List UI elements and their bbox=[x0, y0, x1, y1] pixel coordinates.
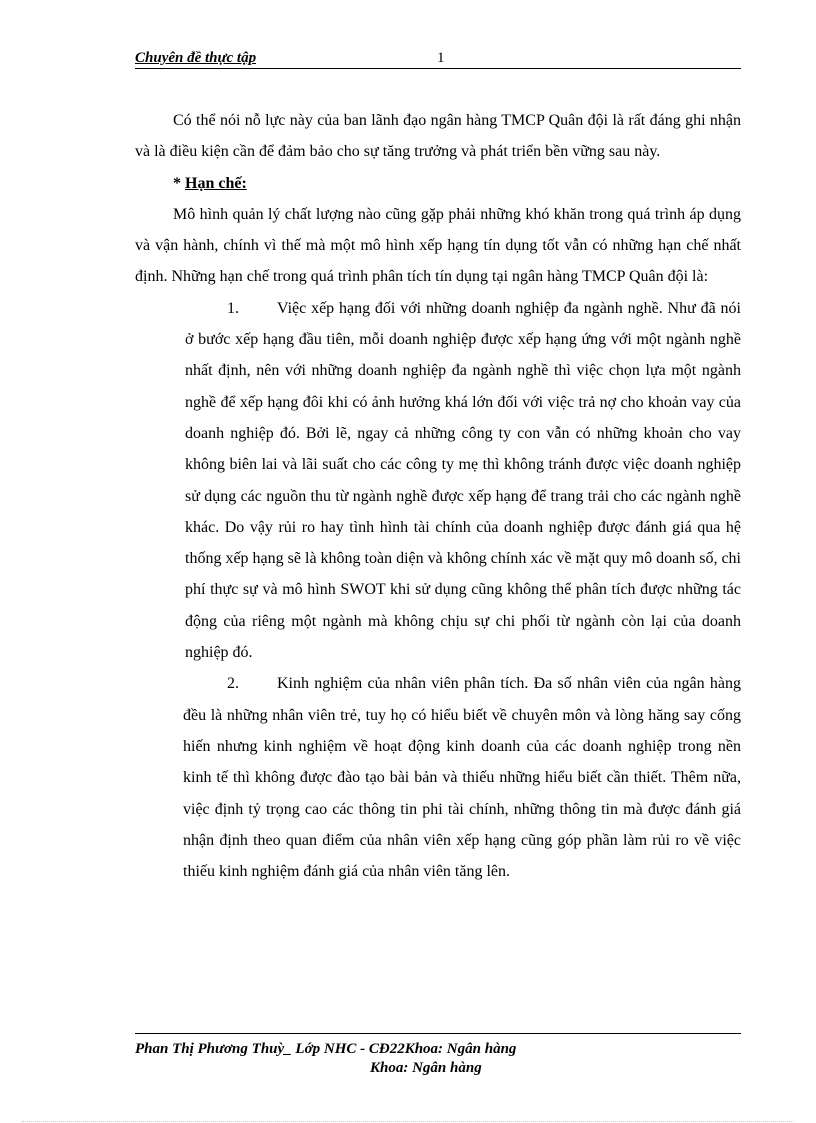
page-footer bbox=[135, 1040, 741, 1078]
list-item-2-text: Kinh nghiệm của nhân viên phân tích. Đa số nhân viên của ngân hàng đều là những nhân viên trẻ, tuy họ có hiểu biết về chuyên môn và lòng hăng say cống hiến nhưng kinh nghiệm về hoạt động kinh doanh của các doanh nghiệp trong nền kinh tế thì không được đào tạo bài bản và thiếu những hiểu biết cần thiết. Thêm nữa, việc định tỷ trọng cao các thông tin phi tài chính, những thông tin mà được đánh giá nhận định theo quan điểm của nhân viên xếp hạng cũng góp phần làm rủi ro về việc thiếu kinh nghiệm đánh giá của nhân viên tăng lên. bbox=[183, 675, 741, 881]
heading-text: Hạn chế: bbox=[185, 174, 247, 192]
list-item-1-number: 1. bbox=[227, 299, 239, 317]
page-number: 1 bbox=[437, 50, 445, 66]
footer-author-line: Phan Thị Phương Thuỳ_ Lớp NHC - CĐ22Khoa: Ngân hàng bbox=[135, 1041, 517, 1057]
footer-divider bbox=[135, 1033, 741, 1034]
list-item-2-number: 2. bbox=[227, 675, 239, 693]
list-item-2 bbox=[183, 668, 741, 887]
paragraph-intro: Có thể nói nỗ lực này của ban lãnh đạo ngân hàng TMCP Quân đội là rất đáng ghi nhận và là điều kiện cần để đảm bảo cho sự tăng trưởng và phát triển bền vững sau này. bbox=[135, 112, 741, 161]
document-body bbox=[135, 105, 741, 887]
list-item-1-text: Việc xếp hạng đối với những doanh nghiệp đa ngành nghề. Như đã nói ở bước xếp hạng đầu tiên, mỗi doanh nghiệp được xếp hạng ứng với một ngành nghề nhất định, nên với những doanh nghiệp đa ngành nghề thì việc chọn lựa một ngành nghề để xếp hạng đôi khi có ảnh hưởng khá lớn đối với việc trả nợ cho khoản vay của doanh nghiệp đó. Bởi lẽ, ngay cả những công ty con vẫn có những khoản cho vay không biên lai và lãi suất cho các công ty mẹ thì không tránh được việc doanh nghiệp sử dụng các nguồn thu từ ngành nghề được xếp hạng để trang trải cho các ngành nghề khác. Do vậy rủi ro hay tình hình tài chính của doanh nghiệp được đánh giá qua hệ thống xếp hạng sẽ là không toàn diện và không chính xác về mặt quy mô doanh số, chi phí thực sự và mô hình SWOT khi sử dụng cũng không thể phân tích được những tác động của riêng một ngành mà không chịu sự chi phối từ ngành còn lại của doanh nghiệp đó. bbox=[185, 299, 741, 662]
header-title: Chuyên đề thực tập bbox=[135, 50, 257, 66]
page-edge-divider bbox=[22, 1121, 794, 1122]
list-item-1 bbox=[185, 293, 741, 669]
heading-star: * bbox=[173, 174, 185, 192]
footer-faculty-line: Khoa: Ngân hàng bbox=[370, 1060, 482, 1076]
paragraph-limitations: Mô hình quản lý chất lượng nào cũng gặp phải những khó khăn trong quá trình áp dụng và vận hành, chính vì thế mà một mô hình xếp hạng tín dụng tốt vẫn có những hạn chế nhất định. Những hạn chế trong quá trình phân tích tín dụng tại ngân hàng TMCP Quân đội là: bbox=[135, 205, 741, 286]
section-heading bbox=[135, 168, 741, 199]
page-header bbox=[135, 50, 741, 69]
